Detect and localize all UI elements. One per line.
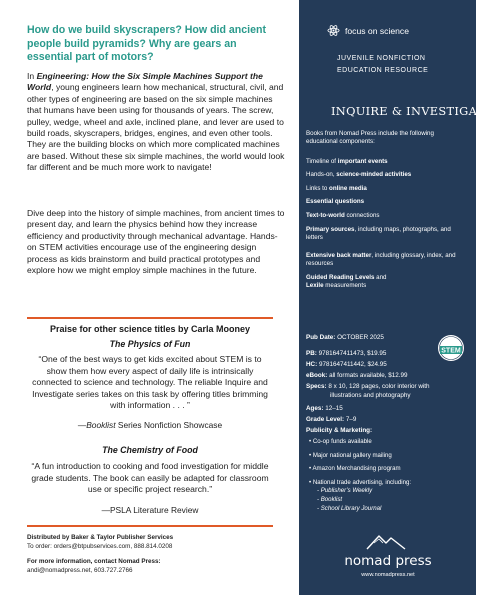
component-item: [306, 171, 466, 179]
component-bold: Text-to-world: [306, 212, 345, 219]
ebook-info: [306, 372, 471, 381]
component-bold: important events: [337, 158, 388, 165]
ages-info: [306, 405, 471, 414]
marketing-list: [309, 437, 469, 513]
cite-source: Booklist: [86, 420, 116, 430]
ad-item: - Booklist: [317, 495, 343, 503]
marketing-heading: [306, 427, 471, 436]
component-bold: online media: [329, 185, 367, 192]
pub-date-value: OCTOBER 2025: [335, 334, 384, 341]
component-item: [306, 226, 466, 243]
para1-pre: In: [27, 71, 37, 81]
ad-item: - Publisher’s Weekly: [317, 487, 373, 495]
series-title: INQUIRE & INVESTIGATE: [331, 104, 493, 118]
focus-on-science-logo: [327, 24, 409, 37]
focus-label: focus on science: [345, 25, 410, 36]
component-post: measurements: [323, 282, 367, 289]
atom-icon: [327, 24, 340, 37]
specs-label: Specs:: [306, 383, 327, 390]
ad-item: - School Library Journal: [317, 504, 382, 512]
cite-dash: —: [77, 420, 87, 430]
marketing-item: • Major national gallery mailing: [309, 451, 392, 459]
component-post: connections: [344, 212, 380, 219]
divider-bottom: [27, 525, 273, 527]
component-item: [306, 212, 466, 220]
hc-value: 9781647411442, $24.95: [317, 361, 387, 368]
component-item: [306, 198, 466, 206]
ebook-value: all formats available, $12.99: [327, 372, 408, 379]
praise-quote-1: “One of the best ways to get kids excited about STEM is to show them how every aspect of daily life is intrinsically connected to science and technology. The reliable Inquire and Investigate series takes on this task by offering titles brimming with information . . . ”: [32, 354, 268, 411]
praise-book-1: The Physics of Fun: [109, 339, 191, 349]
marketing-item: • National trade advertising, including:: [309, 478, 412, 486]
description-paragraph-1: [27, 71, 285, 174]
hc-info: [306, 361, 471, 370]
praise-book-2: The Chemistry of Food: [102, 445, 198, 455]
pub-date-label: Pub Date:: [306, 334, 336, 341]
distributor-line: Distributed by Baker & Taylor Publisher Services: [27, 534, 174, 541]
stem-badge-text: STEM: [441, 347, 461, 355]
praise-heading: Praise for other science titles by Carla Mooney: [49, 324, 251, 334]
category-line-2: EDUCATION RESOURCE: [337, 67, 429, 74]
distribution-info: [27, 534, 277, 551]
component-post: , including maps, photographs, and letters: [306, 226, 451, 242]
pb-value: 9781647411473, $19.95: [316, 350, 387, 357]
component-pre: Hands-on,: [306, 171, 337, 178]
para1-post: , young engineers learn how mechanical, structural, civil, and other types of engineering are based on the six simple machines that humans have been using for thousands of years. The screw, pulley, wedge, wheel and axle, inclined plane, and lever are used to build roads, skyscrapers, bridges, engines, and even other tools. They are the building blocks on which more complicated machines are based. Without these six simple machines, the world would look far different and be much more work to navigate!: [27, 82, 285, 173]
component-item: [306, 282, 466, 290]
ebook-label: eBook:: [306, 372, 328, 379]
contact-heading: For more information, contact Nomad Press:: [27, 558, 161, 565]
grade-info: [306, 416, 471, 425]
specs-value-2: illustrations and photography: [330, 391, 411, 399]
components-intro: Books from Nomad Press include the following educational components:: [306, 130, 434, 146]
contact-info: [27, 558, 277, 575]
stem-badge-icon: [437, 334, 465, 362]
marketing-item: • Co-op funds available: [309, 438, 372, 445]
component-item: [306, 158, 466, 166]
praise-cite-1: [27, 420, 273, 430]
grade-value: 7–9: [344, 416, 357, 423]
order-line: To order: orders@btpubservices.com, 888.814.0208: [27, 542, 173, 550]
category-line-1: JUVENILE NONFICTION: [337, 55, 426, 62]
component-bold: science-minded activities: [336, 171, 412, 178]
ages-value: 12–15: [323, 405, 343, 412]
hc-label: HC:: [306, 361, 318, 368]
specs-info: [306, 383, 471, 400]
description-paragraph-2: Dive deep into the history of simple machines, from ancient times to present day, and learn the physics behind how they increase efficiency and productivity through mechanical advantage. Hands-on STEM activities encourage use of the engineering design process as kids brainstorm and build practical prototypes and explore how we might employ simple machines in the future.: [27, 208, 285, 276]
specs-value-1: 8 x 10, 128 pages, color interior with: [326, 383, 430, 390]
cite-rest: Series Nonfiction Showcase: [115, 420, 223, 430]
component-item: [306, 252, 466, 269]
component-bold: Guided Reading Levels: [306, 274, 375, 281]
headline: How do we build skyscrapers? How did ancient people build pyramids? Why are gears an essential part of motors?: [27, 24, 266, 63]
component-pre: Timeline of: [306, 158, 338, 165]
pb-label: PB:: [306, 350, 317, 357]
ages-label: Ages:: [306, 405, 324, 412]
grade-label: Grade Level:: [306, 416, 345, 423]
divider-top: [27, 317, 273, 319]
logo-text: nomad press: [344, 553, 432, 569]
marketing-label: Publicity & Marketing:: [306, 427, 373, 434]
component-bold: Essential questions: [306, 198, 365, 205]
component-post: , including glossary, index, and resources: [306, 252, 456, 268]
component-post: and: [374, 274, 387, 281]
praise-quote-2: “A fun introduction to cooking and food investigation for middle grade students. The book can easily be adapted for classroom use or specific project research.”: [31, 461, 269, 495]
marketing-item: • Amazon Merchandising program: [309, 465, 401, 473]
component-item: [306, 185, 466, 193]
component-bold: Lexile: [306, 282, 324, 289]
book-title-inline: Engineering: How the Six Simple Machines Support the World: [27, 71, 263, 93]
contact-line: andi@nomadpress.net, 603.727.2766: [27, 566, 133, 574]
category-label: [337, 53, 428, 77]
component-bold: Primary sources: [306, 226, 355, 233]
component-pre: Links to: [306, 185, 330, 192]
mountain-logo-icon: [339, 530, 437, 570]
nomad-press-logo: [339, 530, 437, 575]
component-bold: Extensive back matter: [306, 252, 372, 259]
praise-cite-2: —PSLA Literature Review: [101, 505, 199, 515]
publisher-url: www.nomadpress.net: [361, 572, 415, 578]
